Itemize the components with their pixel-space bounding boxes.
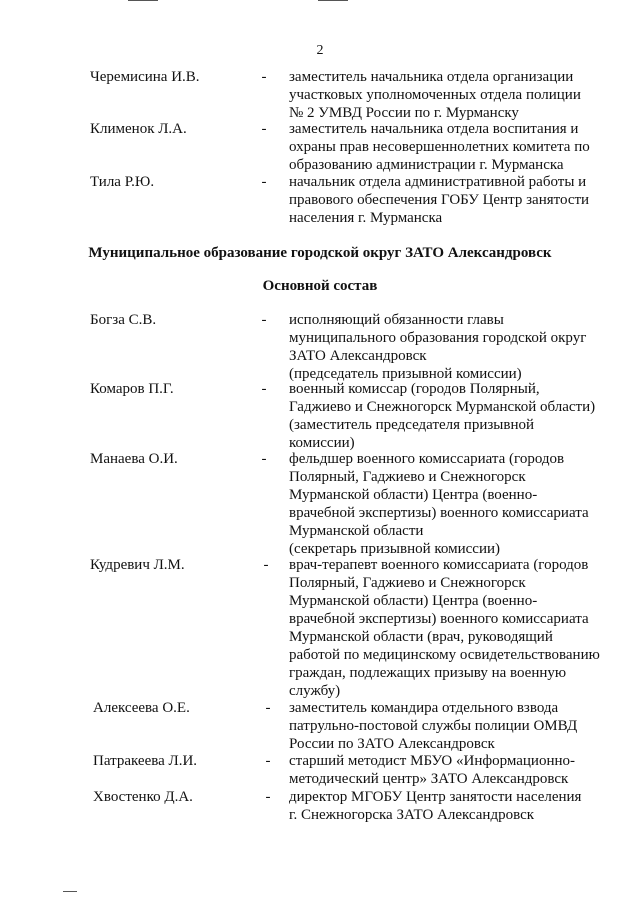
- position-line: (председатель призывной комиссии): [289, 366, 522, 382]
- scan-artifact-line: [63, 891, 77, 892]
- member-name: Кудревич Л.М.: [90, 557, 185, 573]
- position-line: Мурманской области: [289, 523, 424, 539]
- position-line: граждан, подлежащих призыву на военную: [289, 665, 567, 681]
- member-position: [289, 68, 609, 122]
- member-name: Манаева О.И.: [90, 451, 178, 467]
- member-name: Хвостенко Д.А.: [93, 789, 193, 805]
- member-position: [289, 380, 609, 452]
- position-line: заместитель начальника отдела организации: [289, 69, 574, 85]
- member-name: Клименок Л.А.: [90, 121, 187, 137]
- position-line: участковых уполномоченных отдела полиции: [289, 87, 581, 103]
- position-line: методический центр» ЗАТО Александровск: [289, 771, 569, 787]
- position-line: заместитель командира отдельного взвода: [289, 700, 559, 716]
- member-name: Черемисина И.В.: [90, 69, 200, 85]
- position-line: комиссии): [289, 435, 355, 451]
- position-line: Гаджиево и Снежногорск Мурманской области): [289, 399, 596, 415]
- dash-separator: -: [261, 381, 267, 397]
- scan-artifact-line: [128, 0, 158, 1]
- position-line: Полярный, Гаджиево и Снежногорск: [289, 575, 526, 591]
- member-name: Патракеева Л.И.: [93, 753, 198, 769]
- position-line: № 2 УМВД России по г. Мурманску: [289, 105, 519, 121]
- member-position: [289, 450, 609, 558]
- position-line: России по ЗАТО Александровск: [289, 736, 495, 752]
- page-number: 2: [316, 43, 324, 58]
- position-line: военный комиссар (городов Полярный,: [289, 381, 540, 397]
- member-position: [289, 788, 609, 824]
- position-line: охраны прав несовершеннолетних комитета по: [289, 139, 590, 155]
- dash-separator: -: [265, 700, 271, 716]
- position-line: (секретарь призывной комиссии): [289, 541, 500, 557]
- position-line: заместитель начальника отдела воспитания и: [289, 121, 579, 137]
- position-line: врачебной экспертизы) военного комиссариата: [289, 505, 589, 521]
- position-line: старший методист МБУО «Информационно-: [289, 753, 575, 769]
- position-line: населения г. Мурманска: [289, 210, 443, 226]
- position-line: службу): [289, 683, 341, 699]
- position-line: муниципального образования городской округ: [289, 330, 587, 346]
- position-line: правового обеспечения ГОБУ Центр занятости: [289, 192, 590, 208]
- position-line: Мурманской области (врач, руководящий: [289, 629, 553, 645]
- position-line: образованию администрации г. Мурманска: [289, 157, 564, 173]
- position-line: Мурманской области) Центра (военно-: [289, 593, 538, 609]
- position-line: ЗАТО Александровск: [289, 348, 427, 364]
- dash-separator: -: [261, 312, 267, 328]
- position-line: патрульно-постовой службы полиции ОМВД: [289, 718, 578, 734]
- member-position: [289, 173, 609, 227]
- position-line: работой по медицинскому освидетельствованию: [289, 647, 600, 663]
- municipality-heading: Муниципальное образование городской округ ЗАТО Александровск: [88, 245, 552, 261]
- dash-separator: -: [261, 451, 267, 467]
- position-line: Полярный, Гаджиево и Снежногорск: [289, 469, 526, 485]
- member-position: [289, 311, 609, 383]
- position-line: начальник отдела административной работы и: [289, 174, 587, 190]
- member-name: Алексеева О.Е.: [93, 700, 190, 716]
- composition-heading: Основной состав: [262, 278, 378, 294]
- position-line: (заместитель председателя призывной: [289, 417, 534, 433]
- member-name: Комаров П.Г.: [90, 381, 174, 397]
- position-line: исполняющий обязанности главы: [289, 312, 504, 328]
- scan-artifact-line: [318, 0, 348, 1]
- position-line: врач-терапевт военного комиссариата (городов: [289, 557, 589, 573]
- position-line: г. Снежногорска ЗАТО Александровск: [289, 807, 535, 823]
- dash-separator: -: [261, 174, 267, 190]
- member-position: [289, 752, 609, 788]
- dash-separator: -: [261, 69, 267, 85]
- member-position: [289, 699, 609, 753]
- position-line: врачебной экспертизы) военного комиссариата: [289, 611, 589, 627]
- member-name: Тила Р.Ю.: [90, 174, 155, 190]
- member-position: [289, 556, 609, 700]
- dash-separator: -: [261, 121, 267, 137]
- dash-separator: -: [265, 753, 271, 769]
- dash-separator: -: [265, 789, 271, 805]
- member-position: [289, 120, 609, 174]
- position-line: фельдшер военного комиссариата (городов: [289, 451, 565, 467]
- position-line: Мурманской области) Центра (военно-: [289, 487, 538, 503]
- member-name: Богза С.В.: [90, 312, 157, 328]
- dash-separator: -: [263, 557, 269, 573]
- position-line: директор МГОБУ Центр занятости населения: [289, 789, 582, 805]
